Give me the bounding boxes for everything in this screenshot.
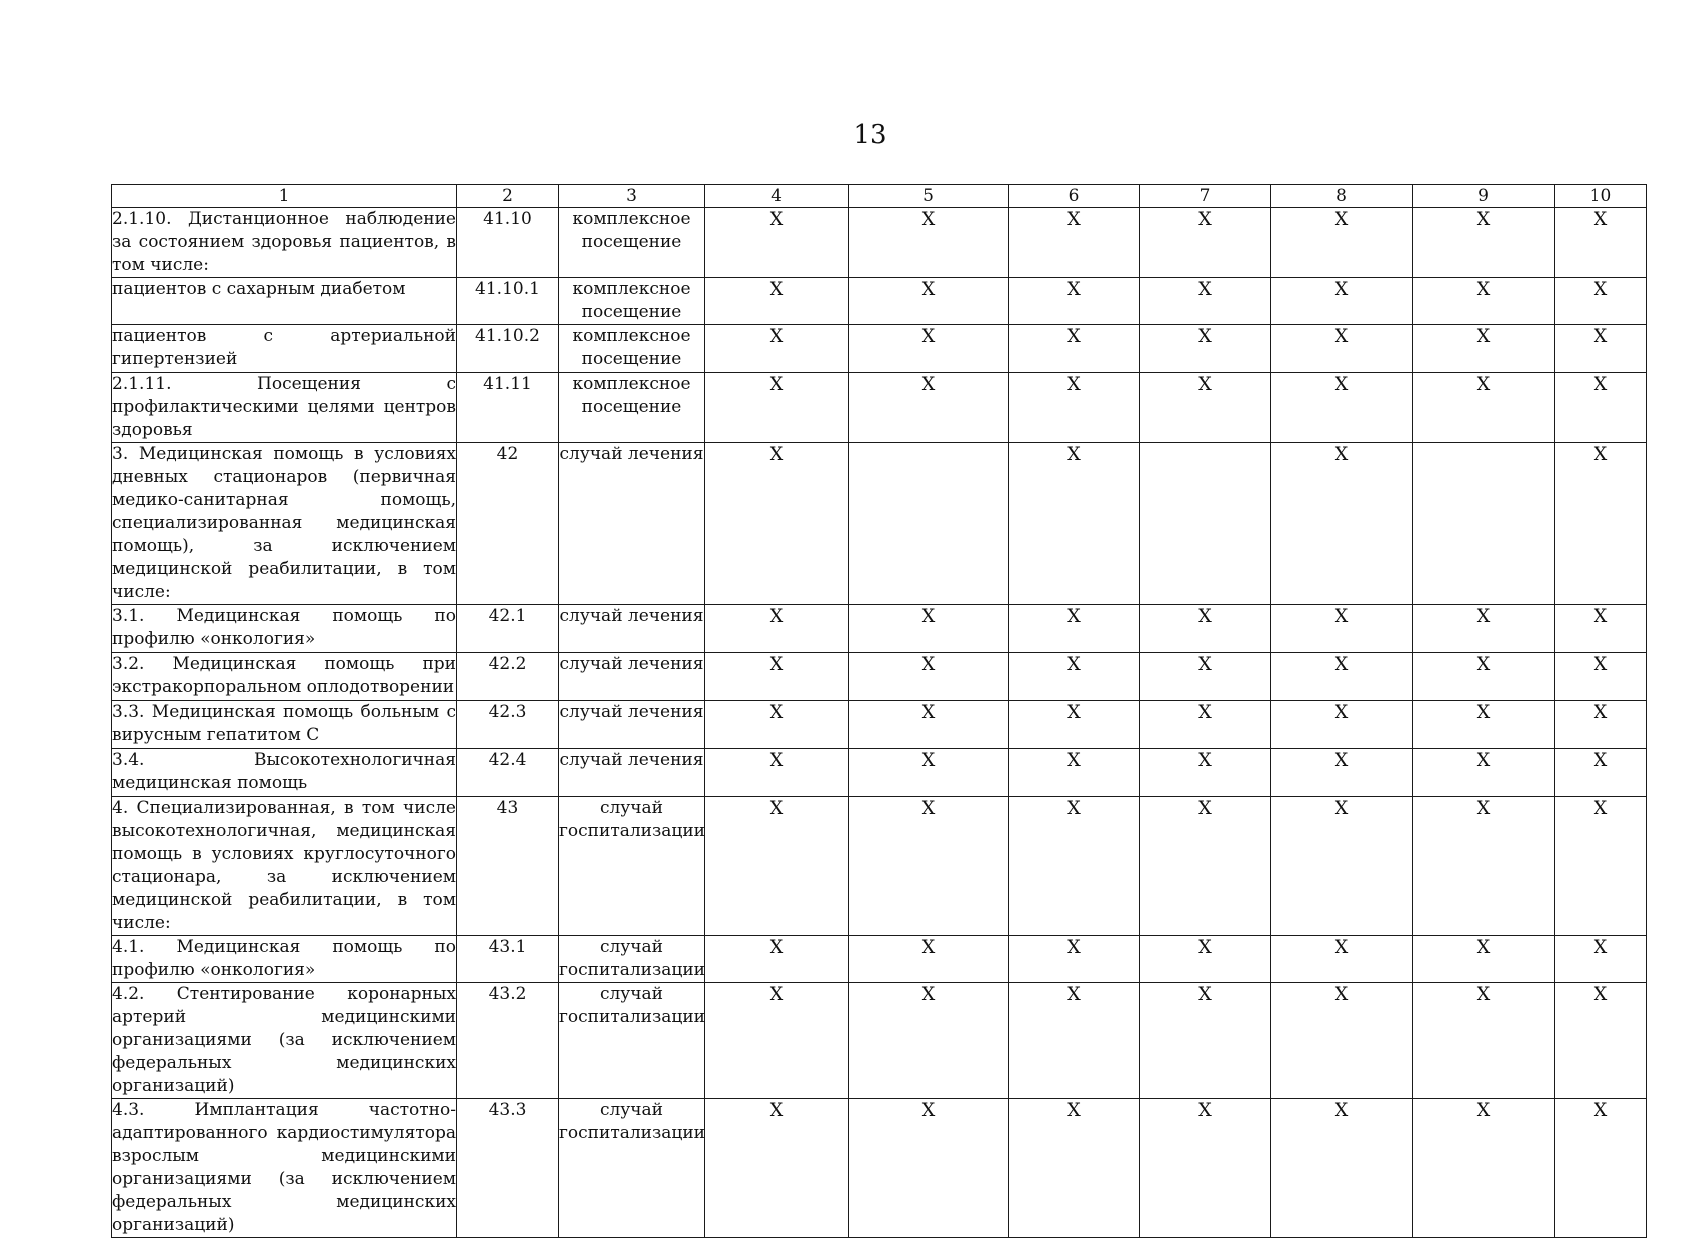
cross-mark: X — [705, 325, 849, 373]
cross-mark: X — [1413, 936, 1555, 983]
row-code: 42.2 — [457, 653, 559, 701]
cross-mark: X — [1271, 936, 1413, 983]
row-name: 3.3. Медицинская помощь больным с вирусным гепатитом С — [112, 701, 457, 749]
cross-mark: X — [849, 653, 1009, 701]
cross-mark: X — [1140, 1099, 1271, 1238]
cross-mark: X — [849, 1099, 1009, 1238]
row-code: 43.1 — [457, 936, 559, 983]
row-unit: комплексное посещение — [559, 208, 705, 278]
row-name: пациентов с артериальной гипертензией — [112, 325, 457, 373]
cross-mark: X — [1555, 208, 1647, 278]
row-code: 41.11 — [457, 373, 559, 443]
cross-mark: X — [705, 701, 849, 749]
row-code: 41.10.2 — [457, 325, 559, 373]
column-header: 2 — [457, 185, 559, 208]
column-header: 1 — [112, 185, 457, 208]
cross-mark: X — [1140, 701, 1271, 749]
row-name: 3.2. Медицинская помощь при экстракорпоральном оплодотворении — [112, 653, 457, 701]
cross-mark: X — [1271, 278, 1413, 325]
cross-mark: X — [849, 325, 1009, 373]
cross-mark: X — [1009, 653, 1140, 701]
table-row — [112, 605, 1647, 653]
cross-mark: X — [1009, 278, 1140, 325]
cross-mark: X — [1271, 749, 1413, 797]
cross-mark: X — [1555, 1099, 1647, 1238]
column-header: 8 — [1271, 185, 1413, 208]
cross-mark: X — [1271, 1099, 1413, 1238]
cross-mark: X — [705, 208, 849, 278]
row-unit: случай госпитализации — [559, 1099, 705, 1238]
table-row — [112, 983, 1647, 1099]
cross-mark: X — [1413, 797, 1555, 936]
column-header: 6 — [1009, 185, 1140, 208]
row-code: 42 — [457, 443, 559, 605]
cross-mark: X — [1413, 749, 1555, 797]
cross-mark: X — [1140, 278, 1271, 325]
cross-mark: X — [1271, 325, 1413, 373]
cross-mark: X — [1413, 605, 1555, 653]
column-header: 10 — [1555, 185, 1647, 208]
row-name: 4.2. Стентирование коронарных артерий медицинскими организациями (за исключением федеральных медицинских организаций) — [112, 983, 457, 1099]
cross-mark: X — [1140, 797, 1271, 936]
cross-mark: X — [1271, 797, 1413, 936]
cross-mark: X — [1271, 701, 1413, 749]
cross-mark — [1413, 443, 1555, 605]
cross-mark: X — [849, 373, 1009, 443]
row-unit: комплексное посещение — [559, 373, 705, 443]
cross-mark: X — [1140, 325, 1271, 373]
cross-mark: X — [1555, 983, 1647, 1099]
cross-mark: X — [849, 278, 1009, 325]
cross-mark: X — [849, 605, 1009, 653]
cross-mark: X — [1140, 936, 1271, 983]
cross-mark: X — [1555, 936, 1647, 983]
column-header: 3 — [559, 185, 705, 208]
column-header: 7 — [1140, 185, 1271, 208]
table-row — [112, 443, 1647, 605]
table-row — [112, 1099, 1647, 1238]
cross-mark: X — [849, 797, 1009, 936]
table-body — [112, 208, 1647, 1238]
cross-mark: X — [1140, 653, 1271, 701]
cross-mark: X — [1555, 605, 1647, 653]
row-name: 3.1. Медицинская помощь по профилю «онкология» — [112, 605, 457, 653]
cross-mark: X — [1009, 797, 1140, 936]
cross-mark: X — [1009, 936, 1140, 983]
cross-mark: X — [705, 653, 849, 701]
cross-mark: X — [1140, 208, 1271, 278]
cross-mark: X — [1413, 278, 1555, 325]
row-name: 2.1.11. Посещения с профилактическими целями центров здоровья — [112, 373, 457, 443]
cross-mark: X — [1271, 653, 1413, 701]
cross-mark: X — [1271, 443, 1413, 605]
row-name: пациентов с сахарным диабетом — [112, 278, 457, 325]
cross-mark: X — [849, 208, 1009, 278]
cross-mark: X — [1413, 373, 1555, 443]
table-row — [112, 797, 1647, 936]
row-name: 3. Медицинская помощь в условиях дневных стационаров (первичная медико-санитарная помощь, специализированная медицинская помощь), за исключением медицинской реабилитации, в том числе: — [112, 443, 457, 605]
cross-mark: X — [705, 983, 849, 1099]
cross-mark: X — [849, 936, 1009, 983]
cross-mark: X — [705, 443, 849, 605]
cross-mark: X — [705, 373, 849, 443]
row-name: 4. Специализированная, в том числе высокотехнологичная, медицинская помощь в условиях круглосуточного стационара, за исключением медицинской реабилитации, в том числе: — [112, 797, 457, 936]
cross-mark: X — [705, 1099, 849, 1238]
cross-mark: X — [1413, 653, 1555, 701]
table-row — [112, 373, 1647, 443]
column-header: 9 — [1413, 185, 1555, 208]
row-unit: комплексное посещение — [559, 278, 705, 325]
row-unit: случай лечения — [559, 749, 705, 797]
cross-mark: X — [1413, 325, 1555, 373]
row-unit: случай госпитализации — [559, 936, 705, 983]
cross-mark: X — [1413, 701, 1555, 749]
cross-mark — [1140, 443, 1271, 605]
cross-mark: X — [1009, 325, 1140, 373]
row-name: 4.3. Имплантация частотно-адаптированного кардиостимулятора взрослым медицинскими организациями (за исключением федеральных медицинских организаций) — [112, 1099, 457, 1238]
cross-mark: X — [1271, 208, 1413, 278]
row-code: 43.2 — [457, 983, 559, 1099]
cross-mark: X — [705, 605, 849, 653]
cross-mark: X — [1555, 749, 1647, 797]
row-code: 43.3 — [457, 1099, 559, 1238]
column-header: 4 — [705, 185, 849, 208]
data-table — [111, 184, 1647, 1238]
cross-mark: X — [1009, 749, 1140, 797]
row-unit: случай госпитализации — [559, 983, 705, 1099]
row-unit: случай лечения — [559, 701, 705, 749]
row-code: 41.10 — [457, 208, 559, 278]
cross-mark: X — [1413, 208, 1555, 278]
row-name: 4.1. Медицинская помощь по профилю «онкология» — [112, 936, 457, 983]
row-code: 42.3 — [457, 701, 559, 749]
cross-mark: X — [1009, 208, 1140, 278]
row-code: 41.10.1 — [457, 278, 559, 325]
cross-mark: X — [705, 749, 849, 797]
cross-mark: X — [1009, 373, 1140, 443]
table-row — [112, 325, 1647, 373]
cross-mark: X — [849, 701, 1009, 749]
cross-mark: X — [1271, 373, 1413, 443]
table-row — [112, 749, 1647, 797]
cross-mark: X — [1271, 983, 1413, 1099]
row-code: 42.1 — [457, 605, 559, 653]
cross-mark: X — [1140, 749, 1271, 797]
cross-mark: X — [1009, 1099, 1140, 1238]
cross-mark: X — [1009, 443, 1140, 605]
row-code: 43 — [457, 797, 559, 936]
cross-mark: X — [1140, 983, 1271, 1099]
cross-mark: X — [1140, 605, 1271, 653]
table-row — [112, 701, 1647, 749]
cross-mark: X — [1555, 797, 1647, 936]
cross-mark: X — [1555, 373, 1647, 443]
cross-mark: X — [1555, 325, 1647, 373]
row-name: 2.1.10. Дистанционное наблюдение за состоянием здоровья пациентов, в том числе: — [112, 208, 457, 278]
cross-mark: X — [1413, 1099, 1555, 1238]
cross-mark: X — [705, 936, 849, 983]
row-unit: случай госпитализации — [559, 797, 705, 936]
cross-mark: X — [1140, 373, 1271, 443]
cross-mark: X — [1555, 443, 1647, 605]
cross-mark: X — [1009, 983, 1140, 1099]
cross-mark: X — [1009, 701, 1140, 749]
cross-mark: X — [1555, 653, 1647, 701]
row-unit: комплексное посещение — [559, 325, 705, 373]
cross-mark: X — [1413, 983, 1555, 1099]
cross-mark: X — [1271, 605, 1413, 653]
table-row — [112, 208, 1647, 278]
cross-mark: X — [1009, 605, 1140, 653]
cross-mark: X — [849, 749, 1009, 797]
column-header: 5 — [849, 185, 1009, 208]
row-unit: случай лечения — [559, 443, 705, 605]
table-row — [112, 653, 1647, 701]
table-row — [112, 278, 1647, 325]
row-code: 42.4 — [457, 749, 559, 797]
cross-mark: X — [849, 983, 1009, 1099]
row-unit: случай лечения — [559, 653, 705, 701]
cross-mark: X — [1555, 278, 1647, 325]
cross-mark: X — [705, 797, 849, 936]
row-name: 3.4. Высокотехнологичная медицинская помощь — [112, 749, 457, 797]
cross-mark: X — [1555, 701, 1647, 749]
cross-mark — [849, 443, 1009, 605]
cross-mark: X — [705, 278, 849, 325]
table-row — [112, 936, 1647, 983]
row-unit: случай лечения — [559, 605, 705, 653]
page-number: 13 — [853, 120, 887, 150]
header-row — [112, 185, 1647, 208]
